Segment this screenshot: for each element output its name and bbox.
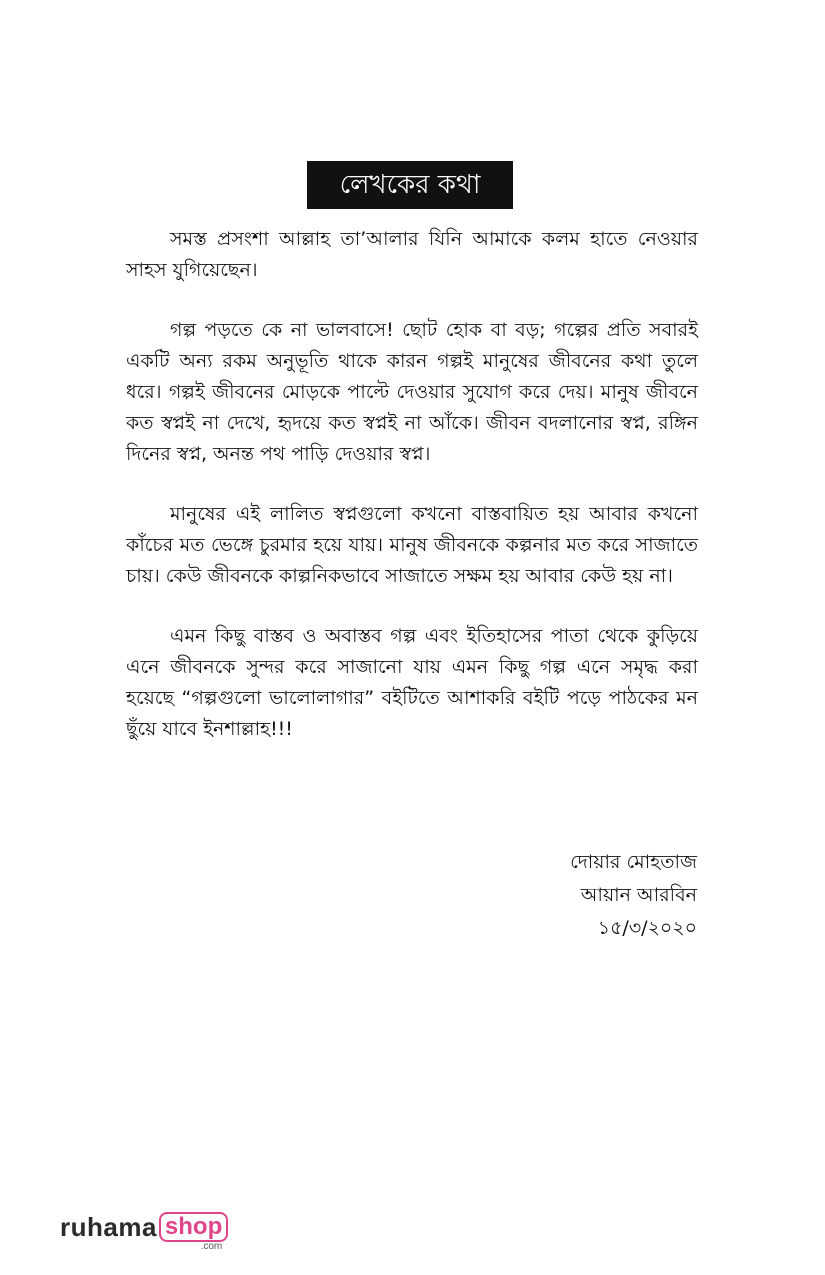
watermark-logo <box>60 1212 228 1258</box>
logo-shop-wrap <box>159 1212 228 1252</box>
logo-text-shop: shop <box>159 1212 228 1242</box>
page-title <box>307 161 513 209</box>
signature-date: ১৫/৩/২০২০ <box>597 917 697 939</box>
paragraph-1: সমস্ত প্রসংশা আল্লাহ তা’আলার যিনি আমাকে কলম হাতে নেওয়ার সাহস যুগিয়েছেন। <box>126 228 698 281</box>
author-name: আয়ান আরবিন <box>580 884 697 906</box>
logo-text-com: .com <box>200 1241 223 1252</box>
signature-block <box>570 846 697 945</box>
signature-line: দোয়ার মোহতাজ <box>570 851 697 873</box>
paragraph-2: গল্প পড়তে কে না ভালবাসে! ছোট হোক বা বড়; গল্পের প্রতি সবারই একটি অন্য রকম অনুভূতি থাকে কারন গল্পই মানুষের জীবনের কথা তুলে ধরে। গল্পই জীবনের মোড়কে পাল্টে দেওয়ার সুযোগ করে দেয়। মানুষ জীবনে কত স্বপ্নই না দেখে, হৃদয়ে কত স্বপ্নই না আঁকে। জীবন বদলানোর স্বপ্ন, রঙ্গিন দিনের স্বপ্ন, অনন্ত পথ পাড়ি দেওয়ার স্বপ্ন। <box>126 319 698 465</box>
paragraph-3: মানুষের এই লালিত স্বপ্নগুলো কখনো বাস্তবায়িত হয় আবার কখনো কাঁচের মত ভেঙ্গে চুরমার হয়ে যায়। মানুষ জীবনকে কল্পনার মত করে সাজাতে চায়। কেউ জীবনকে কাল্পনিকভাবে সাজাতে সক্ষম হয় আবার কেউ হয় না। <box>126 503 698 587</box>
logo-text-ruhama: ruhama <box>60 1212 157 1242</box>
paragraph-4: এমন কিছু বাস্তব ও অবাস্তব গল্প এবং ইতিহাসের পাতা থেকে কুড়িয়ে এনে জীবনকে সুন্দর করে সাজানো যায় এমন কিছু গল্প এনে সমৃদ্ধ করা হয়েছে “গল্পগুলো ভালোলাগার” বইটিতে আশাকরি বইটি পড়ে পাঠকের মন ছুঁয়ে যাবে ইনশাল্লাহ!!! <box>126 625 698 740</box>
preface-body <box>126 224 698 774</box>
page-title-text: লেখকের কথা <box>339 170 481 200</box>
